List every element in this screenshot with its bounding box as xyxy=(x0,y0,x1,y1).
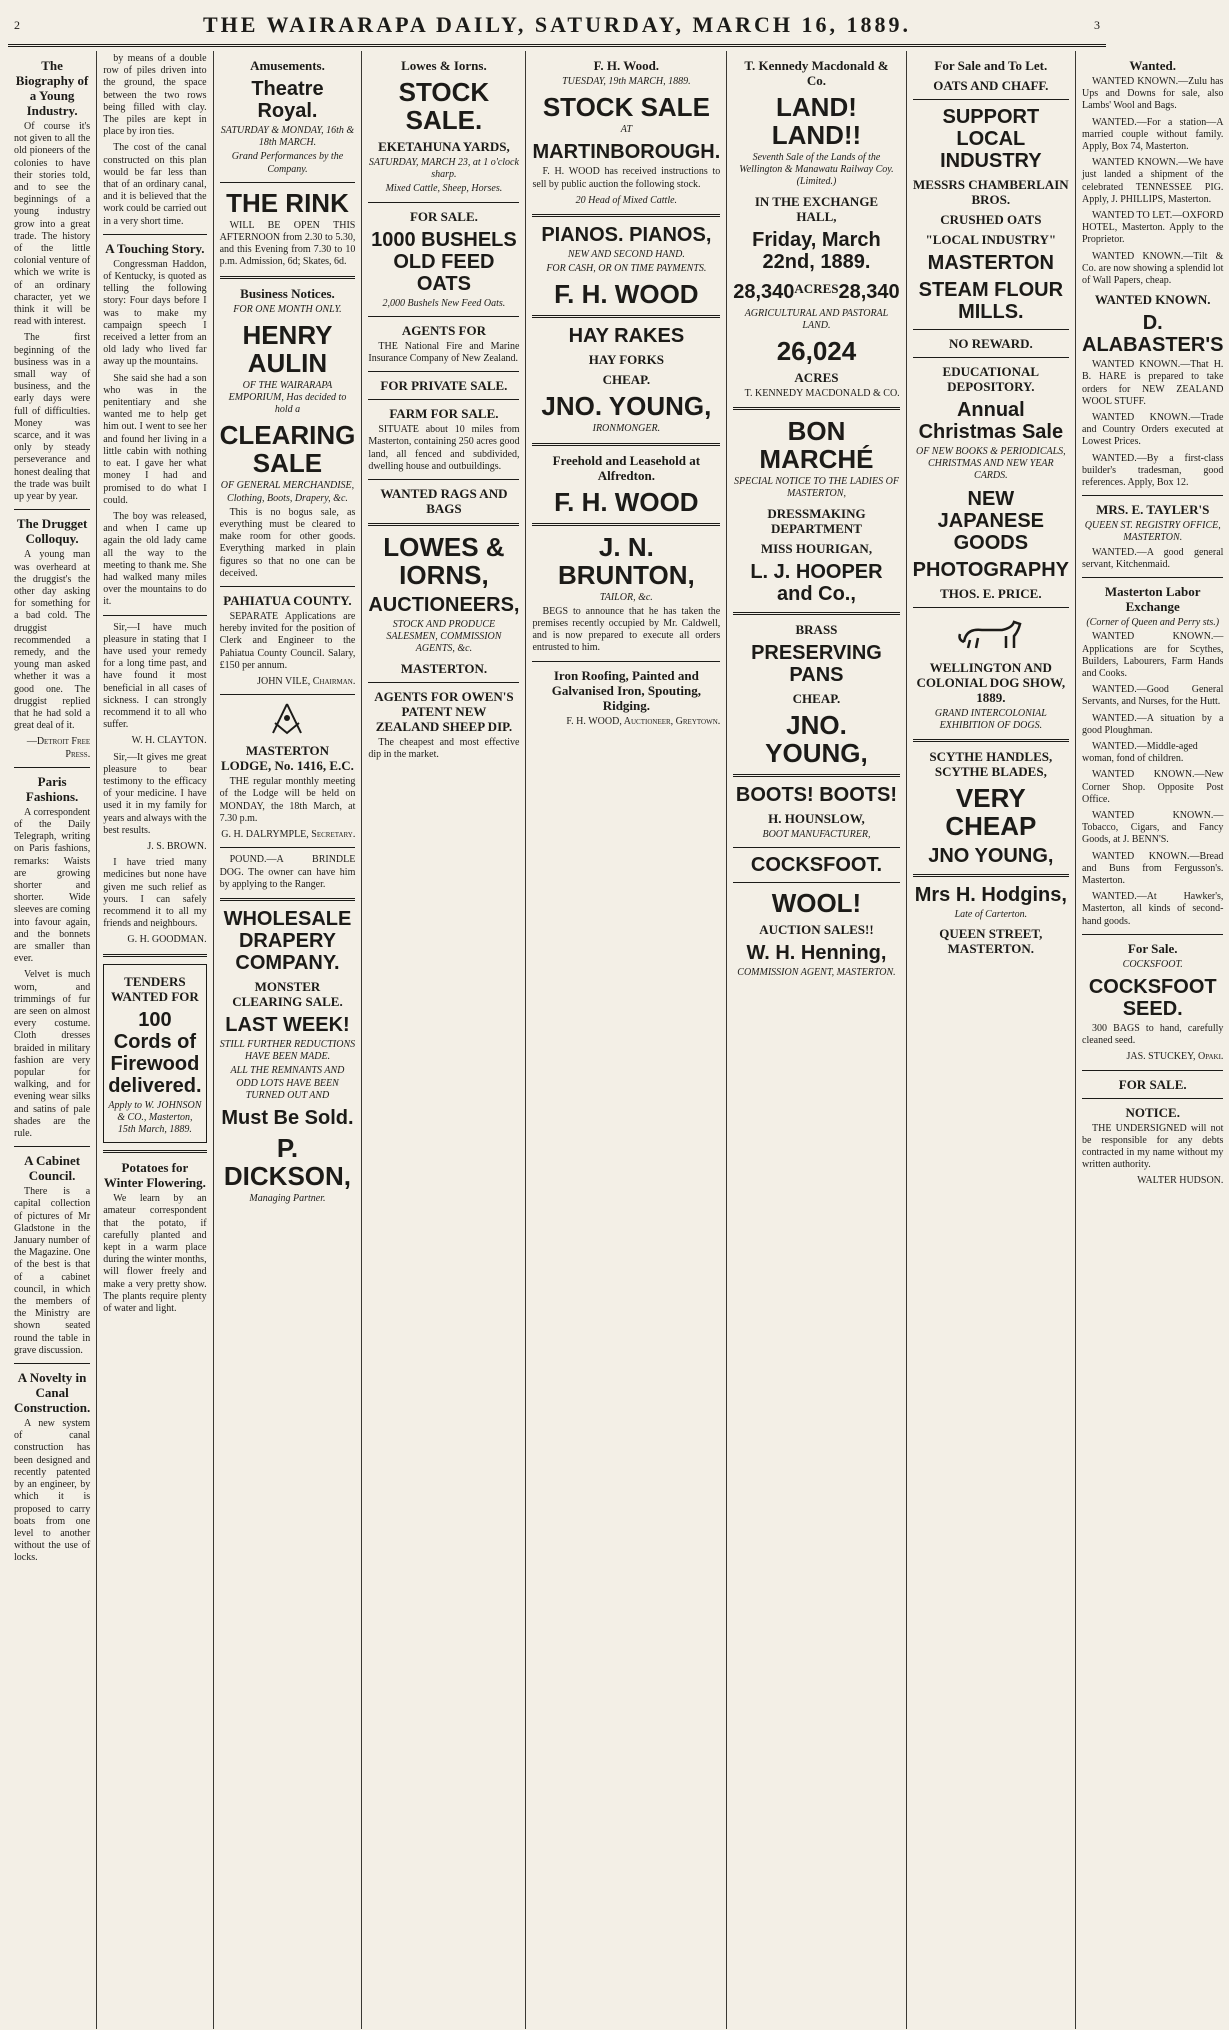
divider xyxy=(532,214,720,217)
ad-heading: EDUCATIONAL DEPOSITORY. xyxy=(942,364,1040,394)
article-title: Paris Fashions. xyxy=(25,773,79,804)
masonic-emblem xyxy=(220,701,356,737)
section-heading: For Sale and To Let. xyxy=(934,58,1048,73)
ad-heading: "LOCAL INDUSTRY" xyxy=(925,232,1057,247)
theatre-line: Grand Performances by the Company. xyxy=(231,151,344,175)
acreage-value: 28,340 xyxy=(733,280,795,303)
divider xyxy=(14,509,90,510)
classified-ad: WANTED.—A good general servant, Kitchenmaid. xyxy=(1082,546,1224,570)
classified-ad: WANTED KNOWN.—Bread and Buns from Fergusson's. Masterton. xyxy=(1082,850,1224,886)
divider xyxy=(913,357,1069,358)
column-3 xyxy=(214,51,363,2029)
ad-headline: BOOTS! BOOTS! xyxy=(735,783,898,806)
ad-headline: 100 Cords of Firewood delivered. xyxy=(108,1008,202,1097)
ad-headline: LAST WEEK! xyxy=(225,1013,350,1036)
advertiser-name: LOWES & IORNS, xyxy=(383,532,505,591)
article-paragraph: There is a capital collection of pictures of Mr Gladstone in the January number of the Magazine. One of the best is that of a cabinet council, in which the members of the Ministry are shown seated round the table in grave discussion. xyxy=(14,1186,91,1356)
advertiser-name: F. H. WOOD xyxy=(554,279,699,310)
article-title: A Novelty in Canal Construction. xyxy=(14,1370,91,1416)
classified-ad: WANTED.—Good General Servants, and Nurses, for the Hutt. xyxy=(1082,684,1224,708)
ad-subtext: STOCK AND PRODUCE SALESMEN, COMMISSION AGENTS, &c. xyxy=(386,619,502,655)
ad-signature: F. H. WOOD, Auctioneer, Greytown. xyxy=(566,715,721,727)
ad-headline: SUPPORT LOCAL INDUSTRY xyxy=(940,106,1042,172)
testimonial-signature: G. H. GOODMAN. xyxy=(127,934,207,946)
ad-signature: WALTER HUDSON. xyxy=(1137,1175,1224,1187)
divider xyxy=(368,682,519,683)
column-1 xyxy=(8,51,97,2029)
classified-ad: WANTED KNOWN.—We have just landed a shipment of the celebrated TENNESSEE PIG. Apply, J. PHILLIPS, Masterton. xyxy=(1082,157,1224,205)
classified-ad: THE UNDERSIGNED will not be responsible for any debts contracted in my name without my written authority. xyxy=(1082,1122,1224,1171)
advertiser-name: H. HOUNSLOW, xyxy=(768,810,865,826)
divider xyxy=(532,661,720,662)
masthead-title: THE WAIRARAPA DAILY, SATURDAY, MARCH 16, 1889. xyxy=(202,12,912,37)
article-paragraph: Congressman Haddon, of Kentucky, is quoted as telling the following story: Four days before I was to make my campaign speech I received a letter from an old lady who lived far away up the mountains. xyxy=(103,258,207,368)
ad-paragraph: This is no bogus sale, as everything must be cleared to make room for other goods. Everything marked in plain figures so that no one can be deceived. xyxy=(219,506,356,579)
theatre-line: SATURDAY & MONDAY, 16th & 18th MARCH. xyxy=(220,125,355,149)
ad-heading: MONSTER CLEARING SALE. xyxy=(232,978,343,1009)
ad-subtext: COCKSFOOT. xyxy=(1122,958,1183,970)
ad-heading: CRUSHED OATS xyxy=(940,212,1042,227)
ad-subtext: OF NEW BOOKS & PERIODICALS, CHRISTMAS AND NEW YEAR CARDS. xyxy=(915,446,1066,482)
ad-heading: FOR SALE. xyxy=(409,208,478,224)
ad-heading: EKETAHUNA YARDS, xyxy=(378,139,510,154)
article-paragraph: We learn by an amateur correspondent that the potato, if carefully planted and kept in a warm place during the winter months, will flower freely and make a very pretty show. The plants require plenty of water and light. xyxy=(103,1193,207,1315)
divider xyxy=(220,694,356,695)
column-7 xyxy=(907,51,1076,2029)
section-heading: Amusements. xyxy=(250,58,325,73)
ad-headline: Friday, March 22nd, 1889. xyxy=(752,228,881,273)
sale-title: STOCK SALE xyxy=(542,92,710,123)
acreage-label: ACRES xyxy=(794,370,839,386)
ad-subtext: AGRICULTURAL AND PASTORAL LAND. xyxy=(744,307,889,331)
ad-subtext: AT xyxy=(620,124,633,136)
ad-heading: NO REWARD. xyxy=(948,336,1033,351)
ad-heading: HAY FORKS xyxy=(588,352,664,368)
divider xyxy=(14,1363,90,1364)
ad-heading: MASTERTON. xyxy=(400,660,488,676)
section-heading: Wanted. xyxy=(1129,58,1176,73)
testimonial: Sir,—I have much pleasure in stating that I have used your remedy for a long time past, and have found it most beneficial in all cases of sickness. I can strongly recommend it to all who suffer. xyxy=(103,621,207,731)
ad-headline: AUCTIONEERS, xyxy=(368,594,520,617)
ad-heading: MISS HOURIGAN, xyxy=(760,540,873,556)
article-paragraph: A correspondent of the Daily Telegraph, writing on Paris fashions, remarks: Waists are growing shorter and shorter. Wide sleeves are coming into favour again, and the bonnets are smaller than ever. xyxy=(14,806,91,965)
ad-signature: G. H. DALRYMPLE, Secretary. xyxy=(221,829,356,841)
section-heading: Lowes & Iorns. xyxy=(401,58,487,73)
ad-heading: Masterton Labor Exchange xyxy=(1104,584,1201,615)
classified-ad: WANTED KNOWN.—That H. B. HARE is prepared to take orders for NEW ZEALAND WOOL STUFF. xyxy=(1082,359,1224,407)
classified-ad: WANTED KNOWN.—Zulu has Ups and Downs for sale, also Lambs' Wool and Bags. xyxy=(1082,76,1224,112)
ad-heading: BRASS xyxy=(795,621,838,637)
ad-subtext: Late of Carterton. xyxy=(954,909,1028,921)
ad-subtext: GRAND INTERCOLONIAL EXHIBITION OF DOGS. xyxy=(934,707,1047,731)
divider xyxy=(368,371,519,372)
ad-paragraph: F. H. WOOD has received instructions to sell by public auction the following stock. xyxy=(532,166,721,190)
ad-headline: MASTERTON xyxy=(927,252,1054,274)
ad-paragraph: THE regular monthly meeting of the Lodge will be held on MONDAY, the 18th March, at 7.30 p.m. xyxy=(219,776,356,824)
classified-ad: WANTED.—For a station—A married couple without family. Apply, Box 74, Masterton. xyxy=(1082,116,1224,153)
ad-subtext: Apply to W. JOHNSON & CO., Masterton, 15th March, 1889. xyxy=(108,1099,202,1136)
advertiser-name: MESSRS CHAMBERLAIN BROS. xyxy=(913,177,1069,207)
ad-paragraph: THE National Fire and Marine Insurance Company of New Zealand. xyxy=(368,340,520,365)
divider xyxy=(103,615,206,616)
ad-headline: PRESERVING PANS xyxy=(751,641,882,686)
article-title: A Touching Story. xyxy=(105,240,205,256)
article-paragraph: A new system of canal construction has been designed and recently patented by an engineer, by which it is proposed to carry boats from one level to another without the use of locks. xyxy=(14,1418,91,1564)
article-paragraph: Velvet is much worn, and trimmings of fur are seen on almost every costume. Cloth dresses braided in military fashion are very popular for walking, and for evening wear silks and satins of pale shades are the rule. xyxy=(14,969,91,1140)
divider xyxy=(532,523,720,526)
ad-subtext: Mixed Cattle, Sheep, Horses. xyxy=(385,183,503,195)
divider xyxy=(913,99,1069,100)
ad-headline: WHOLESALE DRAPERY COMPANY. xyxy=(223,907,352,974)
acreage-row xyxy=(733,276,899,306)
rink-title: THE RINK xyxy=(226,187,349,218)
column-6 xyxy=(727,51,906,2029)
divider xyxy=(103,954,206,957)
ad-headline: Annual Christmas Sale xyxy=(918,399,1064,443)
ad-headline: COCKSFOOT. xyxy=(750,853,883,876)
divider xyxy=(913,607,1069,608)
section-heading: T. Kennedy Macdonald & Co. xyxy=(744,58,889,88)
advertiser-name: HENRY AULIN xyxy=(242,319,333,378)
ad-heading: Freehold and Leasehold at Alfredton. xyxy=(552,452,701,483)
advertiser-name: BON MARCHÉ xyxy=(759,416,874,475)
article-title: The Biography of a Young Industry. xyxy=(15,58,89,118)
column-2 xyxy=(97,51,213,2029)
ad-subtext: QUEEN ST. REGISTRY OFFICE, MASTERTON. xyxy=(1084,520,1221,544)
ad-heading: Iron Roofing, Painted and Galvanised Iron, Spouting, Ridging. xyxy=(551,667,702,713)
dog-icon xyxy=(956,614,1026,654)
ad-subtext: BOOT MANUFACTURER, xyxy=(762,828,871,840)
advertiser-name: W. H. Henning, xyxy=(746,941,887,964)
section-heading: Business Notices. xyxy=(240,285,335,301)
advertiser-name: L. J. HOOPER and Co., xyxy=(750,560,883,605)
ad-paragraph: SITUATE about 10 miles from Masterton, containing 250 acres good land, all fenced and subdivided, dwelling house and outbuildings. xyxy=(368,424,520,472)
compass-square-icon xyxy=(267,701,307,737)
ad-signature: JOHN VILE, Chairman. xyxy=(257,676,356,688)
ad-heading: AGENTS FOR OWEN'S PATENT NEW ZEALAND SHEEP DIP. xyxy=(374,688,514,734)
sale-title: CLEARING SALE xyxy=(219,420,356,479)
acreage-value: 26,024 xyxy=(776,336,857,367)
ad-subtext: Seventh Sale of the Lands of the Wellington & Manawatu Railway Coy. (Limited.) xyxy=(739,152,894,188)
divider xyxy=(913,739,1069,742)
article-title: Potatoes for Winter Flowering. xyxy=(103,1160,206,1191)
divider xyxy=(368,523,519,526)
sale-title: STOCK SALE. xyxy=(398,77,490,135)
testimonial-signature: J. S. BROWN. xyxy=(147,840,207,852)
classified-ad: WANTED KNOWN.—Applications are for Scythes, Builders, Labourers, Farm Hands and Cooks. xyxy=(1082,631,1224,679)
theatre-title: Theatre Royal. xyxy=(251,78,324,122)
ad-subtext: SATURDAY, MARCH 23, at 1 o'clock sharp. xyxy=(368,157,519,181)
divider xyxy=(368,202,519,203)
article-paragraph: She said she had a son who was in the penitentiary and she wanted me to help get him out. I went to see her and found her living in a little cabin with nothing to eat. I gave her what money I had and promised to do what I could. xyxy=(103,372,207,506)
ad-heading: OATS AND CHAFF. xyxy=(933,78,1049,93)
ad-heading: TENDERS WANTED FOR xyxy=(111,973,199,1004)
testimonial: Sir,—It gives me great pleasure to bear testimony to the efficacy of your medicine. I have used it in my family for years and always with the best results. xyxy=(103,751,207,836)
advertiser-name: Mrs H. Hodgins, xyxy=(914,884,1067,907)
ad-headline: COCKSFOOT SEED. xyxy=(1088,975,1217,1020)
classified-ad: WANTED.—By a first-class builder's tradesman, good references. Apply, Box 12. xyxy=(1082,452,1224,489)
divider xyxy=(220,586,356,587)
ad-subtext: ALL THE REMNANTS AND ODD LOTS HAVE BEEN TURNED OUT AND xyxy=(230,1065,345,1101)
ad-subtext: FOR ONE MONTH ONLY. xyxy=(233,303,342,315)
ad-headline: PIANOS. PIANOS, xyxy=(541,224,712,247)
column-5 xyxy=(526,51,727,2029)
ad-heading: AUCTION SALES!! xyxy=(759,921,874,937)
article-title: The Drugget Colloquy. xyxy=(16,516,88,547)
classified-ad: WANTED KNOWN.—Trade and Country Orders executed at Lowest Prices. xyxy=(1082,412,1224,448)
divider xyxy=(220,276,356,279)
ad-headline: NEW JAPANESE GOODS xyxy=(937,487,1044,554)
ad-paragraph: BEGS to announce that he has taken the premises recently occupied by Mr. Caldwell, and is now prepared to execute all orders entrusted to him. xyxy=(532,605,721,654)
advertiser-name: JNO. YOUNG, xyxy=(765,709,868,768)
ad-subtext: TAILOR, &c. xyxy=(599,591,653,603)
ad-signature: T. KENNEDY MACDONALD & CO. xyxy=(744,388,900,400)
divider xyxy=(14,1146,90,1147)
article-paragraph: The boy was released, and when I came up again the old lady came all the way to the meeting to thank me. She had walked many miles over the mountains to do it. xyxy=(103,510,207,608)
article-paragraph: The first beginning of the business was in a small way of business, and the early days were full of difficulties. Money was scarce, and it was only by steady perseverance and honest dealing that the trade was built up year by year. xyxy=(14,332,91,503)
ad-subtext: COMMISSION AGENT, MASTERTON. xyxy=(737,966,896,978)
divider xyxy=(733,774,899,777)
divider xyxy=(1082,1070,1223,1071)
classified-ad: WANTED TO LET.—OXFORD HOTEL, Masterton. Apply to the Proprietor. xyxy=(1082,210,1224,246)
ad-headline: STEAM FLOUR MILLS. xyxy=(918,279,1064,323)
divider xyxy=(733,612,899,615)
classified-ad: WANTED KNOWN.—Tilt & Co. are now showing a splendid lot of Wall Papers, cheap. xyxy=(1082,250,1224,287)
divider xyxy=(913,329,1069,330)
ad-headline: 1000 BUSHELS OLD FEED OATS xyxy=(371,228,517,295)
ad-heading: WELLINGTON AND COLONIAL DOG SHOW, 1889. xyxy=(916,659,1066,705)
ad-heading: FOR SALE. xyxy=(1118,1076,1187,1092)
divider xyxy=(532,315,720,318)
ad-subtext: 2,000 Bushels New Feed Oats. xyxy=(382,297,506,309)
acreage-label: ACRES xyxy=(794,280,839,296)
divider xyxy=(220,898,356,901)
ad-heading: DRESSMAKING DEPARTMENT xyxy=(767,505,866,536)
ad-heading: WANTED RAGS AND BAGS xyxy=(380,486,508,517)
ad-heading: FARM FOR SALE. xyxy=(389,406,499,422)
classified-ad: WANTED.—At Hawker's, Masterton, all kinds of second-hand goods. xyxy=(1082,891,1224,927)
advertiser-name: D. ALABASTER'S xyxy=(1082,312,1224,357)
ad-subtext: STILL FURTHER REDUCTIONS HAVE BEEN MADE. xyxy=(219,1038,356,1063)
divider xyxy=(1082,495,1223,496)
divider xyxy=(532,443,720,446)
section-heading: F. H. Wood. xyxy=(593,58,660,73)
page-number: 2 xyxy=(14,17,20,32)
ad-headline: VERY CHEAP xyxy=(945,783,1037,842)
ad-subtext: TUESDAY, 19th MARCH, 1889. xyxy=(562,76,691,87)
ad-heading: MASTERTON LODGE, No. 1416, E.C. xyxy=(221,743,354,774)
ad-subtext: Managing Partner. xyxy=(249,1192,326,1204)
acreage-value: 28,340 xyxy=(838,280,900,303)
divider xyxy=(103,1150,206,1153)
divider xyxy=(733,847,899,848)
column-8 xyxy=(1076,51,1229,2029)
article-paragraph: Of course it's not given to all the old pioneers of the colonies to have their stories told, and to see the beginnings of a young industry grow into a great trade. The history of the little colonial venture of which we write is of an ordinary character, yet we think it will be read with interest. xyxy=(14,121,91,328)
ad-headline: WOOL! xyxy=(771,887,862,918)
ad-subtext: (Corner of Queen and Perry sts.) xyxy=(1086,617,1220,629)
divider xyxy=(733,882,899,883)
ad-heading: IN THE EXCHANGE HALL, xyxy=(754,193,879,224)
masthead-edge: 3 xyxy=(1093,17,1100,32)
divider xyxy=(220,182,356,183)
ad-paragraph: POUND.—A BRINDLE DOG. The owner can have him by applying to the Ranger. xyxy=(219,854,356,890)
article-source: —Detroit Free Press. xyxy=(26,736,91,760)
tenders-ad xyxy=(103,964,206,1144)
section-heading: For Sale. xyxy=(1127,940,1178,956)
ad-heading: FOR PRIVATE SALE. xyxy=(380,378,508,394)
advertiser-name: P. DICKSON, xyxy=(223,1132,352,1191)
advertiser-name: JNO. YOUNG, xyxy=(541,391,712,422)
dog-illustration xyxy=(913,614,1069,654)
divider xyxy=(1082,934,1223,935)
classified-ad: 300 BAGS to hand, carefully cleaned seed. xyxy=(1082,1022,1224,1047)
divider xyxy=(368,479,519,480)
ad-headline: MARTINBOROUGH. xyxy=(532,141,721,164)
advertiser-name: JNO YOUNG, xyxy=(928,845,1054,868)
ad-heading: SCYTHE HANDLES, SCYTHE BLADES, xyxy=(929,749,1053,780)
divider xyxy=(368,316,519,317)
classified-ad: WANTED KNOWN.—Tobacco, Cigars, and Fancy Goods, at J. BENN'S. xyxy=(1082,809,1224,846)
ad-heading: CHEAP. xyxy=(792,690,841,706)
ad-subtext: FOR CASH, OR ON TIME PAYMENTS. xyxy=(546,263,707,275)
advertiser-name: F. H. WOOD xyxy=(554,486,699,517)
divider xyxy=(368,399,519,400)
columns xyxy=(8,51,1224,2029)
ad-heading: PAHIATUA COUNTY. xyxy=(223,593,352,609)
divider xyxy=(220,847,356,848)
rink-text: WILL BE OPEN THIS AFTERNOON from 2.30 to 5.30, and this Evening from 7.30 to 10 p.m. Admission, 6d; Skates, 6d. xyxy=(219,219,356,268)
ad-signature: JAS. STUCKEY, Opaki. xyxy=(1126,1051,1224,1063)
ad-heading: CHEAP. xyxy=(602,372,651,388)
article-title: A Cabinet Council. xyxy=(24,1153,81,1184)
ad-subtext: SPECIAL NOTICE TO THE LADIES OF MASTERTON, xyxy=(734,476,899,500)
classified-ad: WANTED.—Middle-aged woman, fond of children. xyxy=(1082,740,1198,765)
article-paragraph: The cost of the canal constructed on this plan would be far less than that of an ordinary canal, and it is believed that the work could be carried out in a very short time. xyxy=(103,142,207,227)
ad-heading: WANTED KNOWN. xyxy=(1094,292,1211,308)
ad-heading: QUEEN STREET, MASTERTON. xyxy=(939,926,1043,957)
ad-paragraph: SEPARATE Applications are hereby invited for the position of Clerk and Engineer to the Pahiatua County Council. Salary, £150 per annum. xyxy=(219,611,356,671)
divider xyxy=(733,407,899,410)
classified-ad: WANTED KNOWN.—New Corner Shop. Opposite Post Office. xyxy=(1082,769,1224,805)
ad-subtext: 20 Head of Mixed Cattle. xyxy=(575,194,678,206)
classified-ad: WANTED.—A situation by a good Ploughman. xyxy=(1082,712,1224,736)
ad-heading: NOTICE. xyxy=(1125,1104,1180,1120)
article-paragraph: by means of a double row of piles driven into the ground, the space between the two rows being filled with clay. The piles are kept in place by iron ties. xyxy=(103,53,207,138)
advertiser-name: J. N. BRUNTON, xyxy=(557,531,695,590)
ad-heading: AGENTS FOR xyxy=(401,322,486,338)
testimonial-signature: W. H. CLAYTON. xyxy=(131,735,207,747)
advertiser-name: MRS. E. TAYLER'S xyxy=(1096,502,1210,518)
divider xyxy=(1082,1098,1223,1099)
ad-headline: HAY RAKES xyxy=(568,325,685,348)
ad-subtext: IRONMONGER. xyxy=(592,423,661,435)
divider xyxy=(913,874,1069,877)
divider xyxy=(1082,577,1223,578)
masthead xyxy=(8,6,1106,47)
divider xyxy=(103,234,206,235)
advertiser-name: THOS. E. PRICE. xyxy=(940,585,1042,601)
column-4 xyxy=(362,51,526,2029)
article-paragraph: A young man was overheard at the druggist's the other day asking for something for a bad cold. The druggist recommended a remedy, and the young man asked whether it was a good one. The druggist replied that he had sold a great deal of it. xyxy=(14,549,91,732)
ad-subtext: NEW AND SECOND HAND. xyxy=(567,249,685,261)
divider xyxy=(14,767,90,768)
ad-subtext: OF GENERAL MERCHANDISE, Clothing, Boots, Drapery, &c. xyxy=(220,480,355,504)
ad-subtext: OF THE WAIRARAPA EMPORIUM, Has decided to hold a xyxy=(228,379,347,416)
ad-headline: Must Be Sold. xyxy=(221,1106,354,1129)
ad-paragraph: The cheapest and most effective dip in the market. xyxy=(368,736,520,760)
ad-headline: PHOTOGRAPHY xyxy=(912,558,1069,581)
sale-title: LAND! LAND!! xyxy=(771,92,862,150)
testimonial: I have tried many medicines but none have given me such relief as yours. I can safely recommend it to all my friends and neighbours. xyxy=(103,857,207,930)
